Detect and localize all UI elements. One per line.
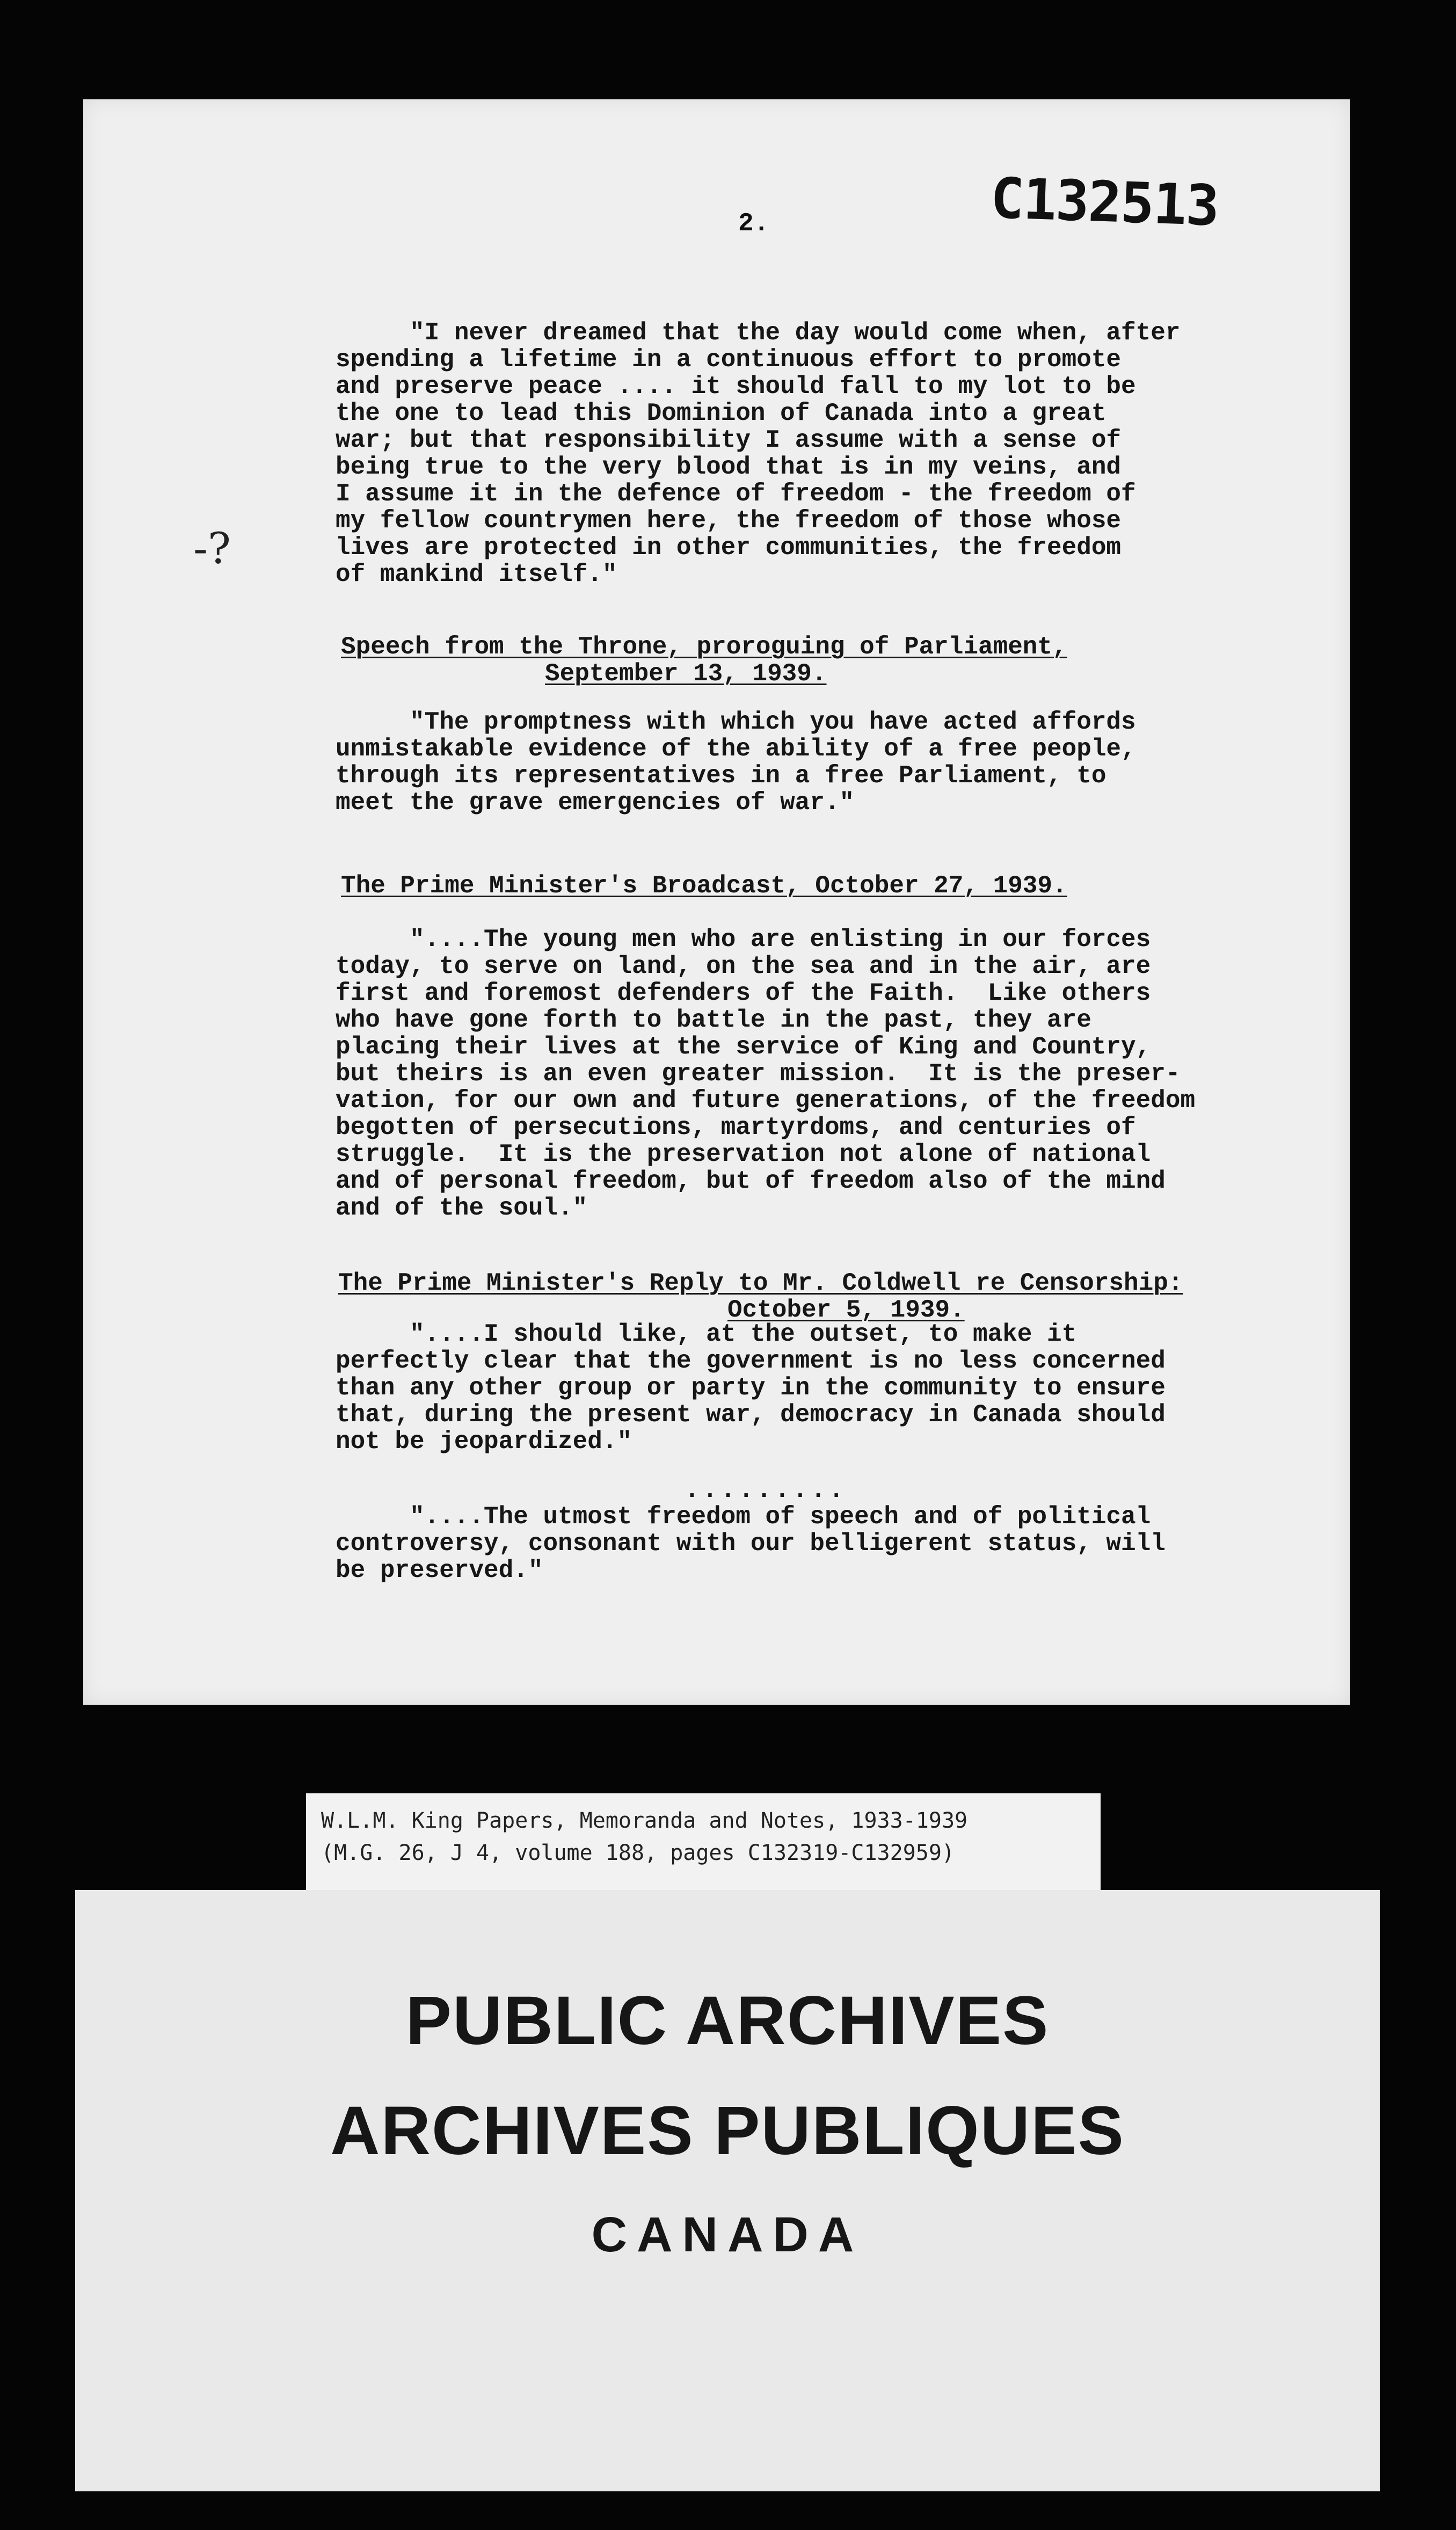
margin-annotation: -? [193, 524, 231, 573]
quote-broadcast: "....The young men who are enlisting in our forces today, to serve on land, on the sea and in the air, are first and foremost defenders of the Faith. Like others who have gone forth to battle in the past, they are placing their lives at the service of King and Country, but theirs is an even greater mission. It is the preser- vation, for our own and future generations, of the freedom begotten of persecutions, martyrdoms, and centuries of struggle. It is the preservation not alone of national and of personal freedom, but of freedom also of the mind and of the soul." [336, 926, 1196, 1222]
citation-label [306, 1793, 1101, 1890]
quote-freedom-of-speech: "....The utmost freedom of speech and of political controversy, consonant with our belligerent status, will be preserved." [336, 1503, 1166, 1584]
archives-card-line-2: ARCHIVES PUBLIQUES [330, 2092, 1125, 2169]
section-separator: ......... [685, 1477, 847, 1504]
heading-censorship-reply-line2: October 5, 1939. [727, 1296, 965, 1324]
page-number: 2. [738, 209, 769, 238]
archives-card-line-1: PUBLIC ARCHIVES [405, 1982, 1050, 2059]
quote-throne-speech: "The promptness with which you have acted affords unmistakable evidence of the ability of a free people, through its representatives in a free Parliament, to meet the grave emergencies of war." [336, 708, 1136, 817]
quote-declaration: "I never dreamed that the day would come when, after spending a lifetime in a continuous effort to promote and preserve peace .... it should fall to my lot to be the one to lead this Dominion of Canada into a great war; but that responsibility I assume with a sense of being true to the very blood that is in my veins, and I assume it in the defence of freedom - the freedom of my fellow countrymen here, the freedom of those whose lives are protected in other communities, the freedom of mankind itself." [336, 319, 1181, 588]
quote-censorship-reply: "....I should like, at the outset, to make it perfectly clear that the government is no less concerned than any other group or party in the community to ensure that, during the present war, democracy in Canada should not be jeopardized." [336, 1320, 1166, 1456]
typed-page [83, 99, 1350, 1705]
heading-throne-speech-line1: Speech from the Throne, proroguing of Parliament, [341, 633, 1067, 661]
citation-line-1: W.L.M. King Papers, Memoranda and Notes, 1933-1939 [321, 1808, 968, 1833]
heading-broadcast: The Prime Minister's Broadcast, October 27, 1939. [341, 872, 1067, 900]
archives-card-line-3: CANADA [591, 2207, 864, 2262]
heading-censorship-reply-line1: The Prime Minister's Reply to Mr. Coldwell re Censorship: [338, 1269, 1183, 1297]
heading-throne-speech-line2: September 13, 1939. [545, 660, 827, 688]
document-stamp-id: C132513 [989, 165, 1220, 239]
archives-card [75, 1890, 1380, 2491]
citation-line-2: (M.G. 26, J 4, volume 188, pages C132319-C132959) [321, 1841, 955, 1865]
